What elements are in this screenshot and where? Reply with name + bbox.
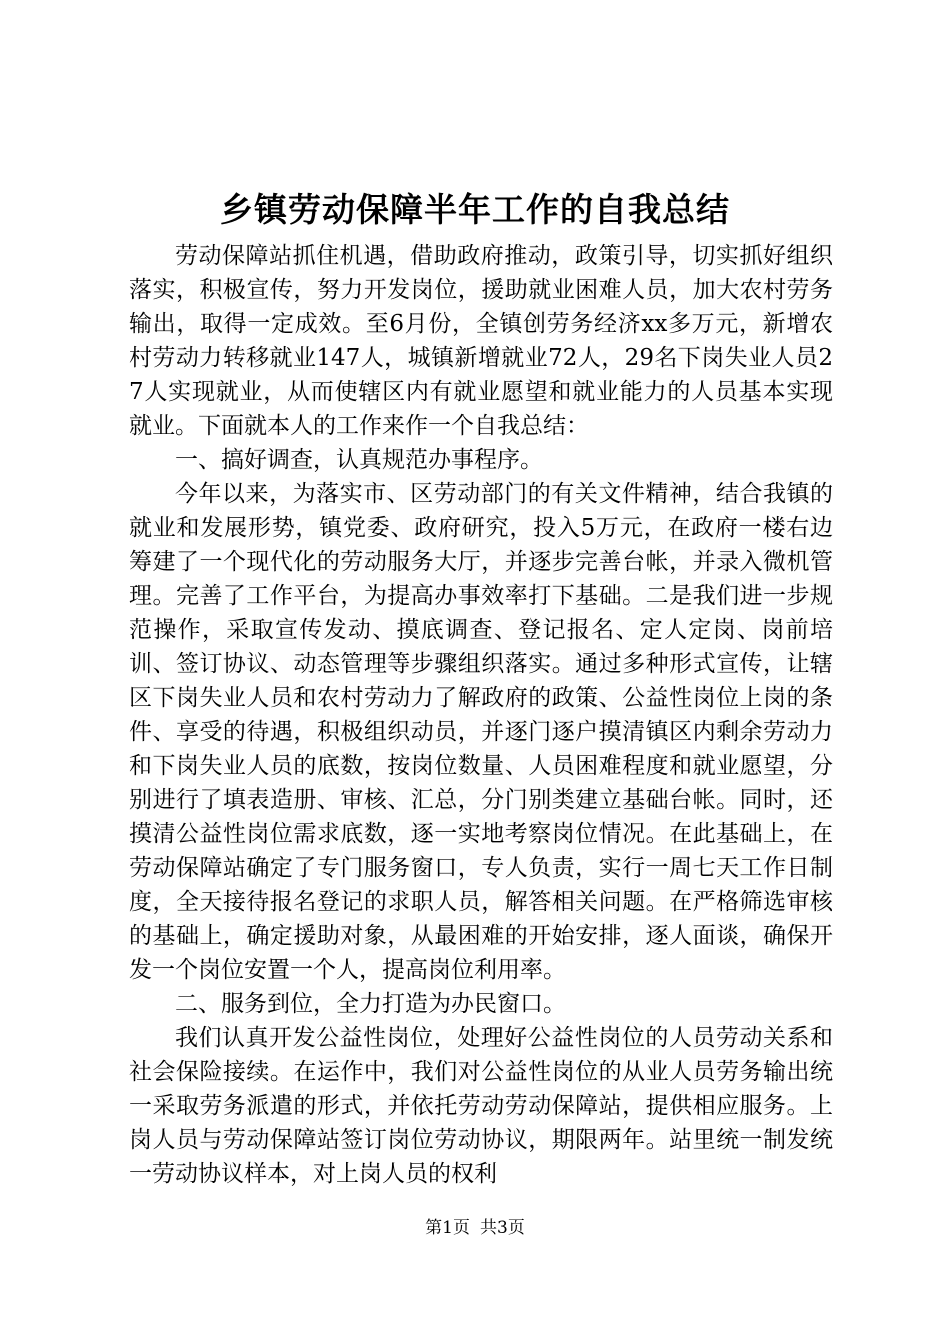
document-title: 乡镇劳动保障半年工作的自我总结 bbox=[220, 190, 730, 229]
page-number-current: 第1页 bbox=[425, 1218, 470, 1238]
paragraph-section-2: 我们认真开发公益性岗位，处理好公益性岗位的人员劳动关系和社会保险接续。在运作中，我们对公益性岗位的从业人员劳务输出统一采取劳务派遣的形式，并依托劳动劳动保障站，提供相应服务。上岗人员与劳动保障站签订岗位劳动协议，期限两年。站里统一制发统一劳动协议样本，对上岗人员的权利 bbox=[129, 1025, 833, 1187]
page-number-total: 共3页 bbox=[480, 1218, 525, 1238]
document-body bbox=[129, 239, 833, 1191]
paragraph-intro: 劳动保障站抓住机遇，借助政府推动，政策引导，切实抓好组织落实，积极宣传，努力开发岗位，援助就业困难人员，加大农村劳务输出，取得一定成效。至6月份，全镇创劳务经济xx多万元，新增农村劳动力转移就业147人，城镇新增就业72人，29名下岗失业人员27人实现就业，从而使辖区内有就业愿望和就业能力的人员基本实现就业。下面就本人的工作来作一个自我总结： bbox=[129, 243, 833, 439]
section-heading-2: 二、服务到位，全力打造为办民窗口。 bbox=[175, 991, 566, 1017]
paragraph-section-1: 今年以来，为落实市、区劳动部门的有关文件精神，结合我镇的就业和发展形势，镇党委、政府研究，投入5万元，在政府一楼右边筹建了一个现代化的劳动服务大厅，并逐步完善台帐，并录入微机管理。完善了工作平台，为提高办事效率打下基础。二是我们进一步规范操作，采取宣传发动、摸底调查、登记报名、定人定岗、岗前培训、签订协议、动态管理等步骤组织落实。通过多种形式宣传，让辖区下岗失业人员和农村劳动力了解政府的政策、公益性岗位上岗的条件、享受的待遇，积极组织动员，并逐门逐户摸清镇区内剩余劳动力和下岗失业人员的底数，按岗位数量、人员困难程度和就业愿望，分别进行了填表造册、审核、汇总，分门别类建立基础台帐。同时，还摸清公益性岗位需求底数，逐一实地考察岗位情况。在此基础上，在劳动保障站确定了专门服务窗口，专人负责，实行一周七天工作日制度，全天接待报名登记的求职人员，解答相关问题。在严格筛选审核的基础上，确定援助对象，从最困难的开始安排，逐人面谈，确保开发一个岗位安置一个人，提高岗位利用率。 bbox=[129, 481, 833, 983]
section-heading-1: 一、搞好调查，认真规范办事程序。 bbox=[175, 447, 543, 473]
page-footer bbox=[0, 1216, 950, 1240]
